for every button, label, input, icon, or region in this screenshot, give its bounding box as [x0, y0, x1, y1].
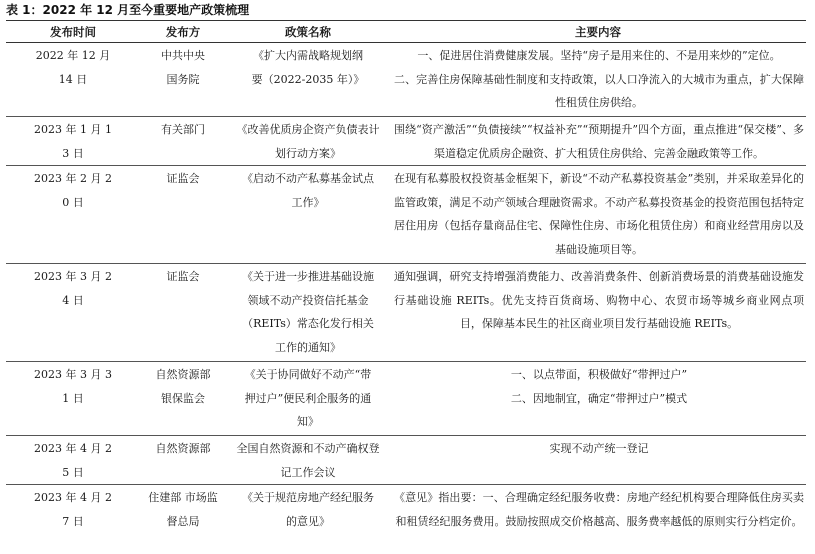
policy-table	[6, 20, 806, 534]
cell-main-content	[390, 117, 806, 166]
cell-date: 2023 年 4 月 25 日	[6, 436, 140, 485]
content-paragraph: 围绕“资产激活”“负债接续”“权益补充”“预期提升”四个方面，重点推进“保交楼”、多渠道稳定优质房企融资、扩大租赁住房供给、完善金融政策等工作。	[394, 123, 804, 160]
cell-main-content	[390, 264, 806, 362]
content-paragraph: 实现不动产统一登记	[549, 442, 649, 455]
cell-policy-name: 《改善优质房企资产负债表计划行动方案》	[226, 117, 390, 166]
table-row	[6, 436, 806, 485]
cell-main-content	[390, 485, 806, 534]
cell-policy-name: 《扩大内需战略规划纲要（2022-2035 年）》	[226, 43, 390, 117]
table-row	[6, 485, 806, 534]
content-paragraph: 一、促进居住消费健康发展。坚持“房子是用来住的、不是用来炒的”定位。	[417, 49, 781, 62]
cell-date: 2023 年 4 月 27 日	[34, 491, 112, 528]
table-caption: 表 1：2022 年 12 月至今重要地产政策梳理	[6, 3, 250, 17]
table-row	[6, 43, 806, 117]
cell-policy-name: 《关于协同做好不动产“带押过户”便民利企服务的通知》	[226, 362, 390, 436]
content-paragraph: 一、以点带面，积极做好“带押过户”	[510, 368, 688, 381]
cell-date: 2023 年 3 月 24 日	[6, 264, 140, 362]
header-policy-name: 政策名称	[226, 21, 390, 43]
header-main-content: 主要内容	[390, 21, 806, 43]
cell-date: 2023 年 2 月 20 日	[6, 166, 140, 264]
cell-issuer: 自然资源部	[140, 436, 226, 485]
cell-main-content	[390, 166, 806, 264]
cell-date: 2023 年 1 月 13 日	[6, 117, 140, 166]
cell-issuer: 证监会	[140, 264, 226, 362]
cell-main-content	[390, 436, 806, 485]
content-paragraph: 二、完善住房保障基础性制度和支持政策，以人口净流入的大城市为重点，扩大保障性租赁住房供给。	[394, 72, 804, 109]
table-row	[6, 117, 806, 166]
cell-main-content	[390, 362, 806, 436]
cell-main-content	[390, 43, 806, 117]
cell-policy-name: 《关于进一步推进基础设施领域不动产投资信托基金（REITs）常态化发行相关工作的通知》	[226, 264, 390, 362]
cell-issuer: 有关部门	[140, 117, 226, 166]
table-row	[6, 264, 806, 362]
table-row	[6, 362, 806, 436]
content-paragraph: 在现有私募股权投资基金框架下，新设“不动产私募投资基金”类别，并采取差异化的监管政策，满足不动产领域合理融资需求。不动产私募投资基金的投资范围包括特定居住用房（包括存量商品住宅、保障性住房、市场化租赁住房）和商业经营用房以及基础设施项目等。	[394, 172, 804, 256]
header-date: 发布时间	[6, 21, 140, 43]
table-header-row	[6, 21, 806, 43]
table-row	[6, 166, 806, 264]
cell-issuer: 自然资源部 银保监会	[140, 362, 226, 436]
cell-issuer: 证监会	[140, 166, 226, 264]
cell-date: 2023 年 3 月 31 日	[6, 362, 140, 436]
cell-issuer: 住建部 市场监督总局	[148, 491, 218, 528]
cell-policy-name: 全国自然资源和不动产确权登记工作会议	[226, 436, 390, 485]
cell-policy-name: 《关于规范房地产经纪服务的意见》	[242, 491, 374, 528]
header-issuer: 发布方	[140, 21, 226, 43]
content-paragraph: 二、因地制宜，确定“带押过户”模式	[510, 391, 688, 405]
cell-policy-name: 《启动不动产私募基金试点工作》	[226, 166, 390, 264]
cell-issuer: 中共中央 国务院	[140, 43, 226, 117]
content-paragraph: 《意见》指出要：一、合理确定经纪服务收费：房地产经纪机构要合理降低住房买卖和租赁经纪服务费用。鼓励按照成交价格越高、服务费率越低的原则实行分档定价。	[394, 491, 804, 528]
cell-date: 2022 年 12 月 14 日	[6, 43, 140, 117]
content-paragraph: 通知强调，研究支持增强消费能力、改善消费条件、创新消费场景的消费基础设施发行基础设施 REITs。优先支持百货商场、购物中心、农贸市场等城乡商业网点项目，保障基本民生的社区商业项目发行基础设施 REITs。	[394, 270, 804, 330]
